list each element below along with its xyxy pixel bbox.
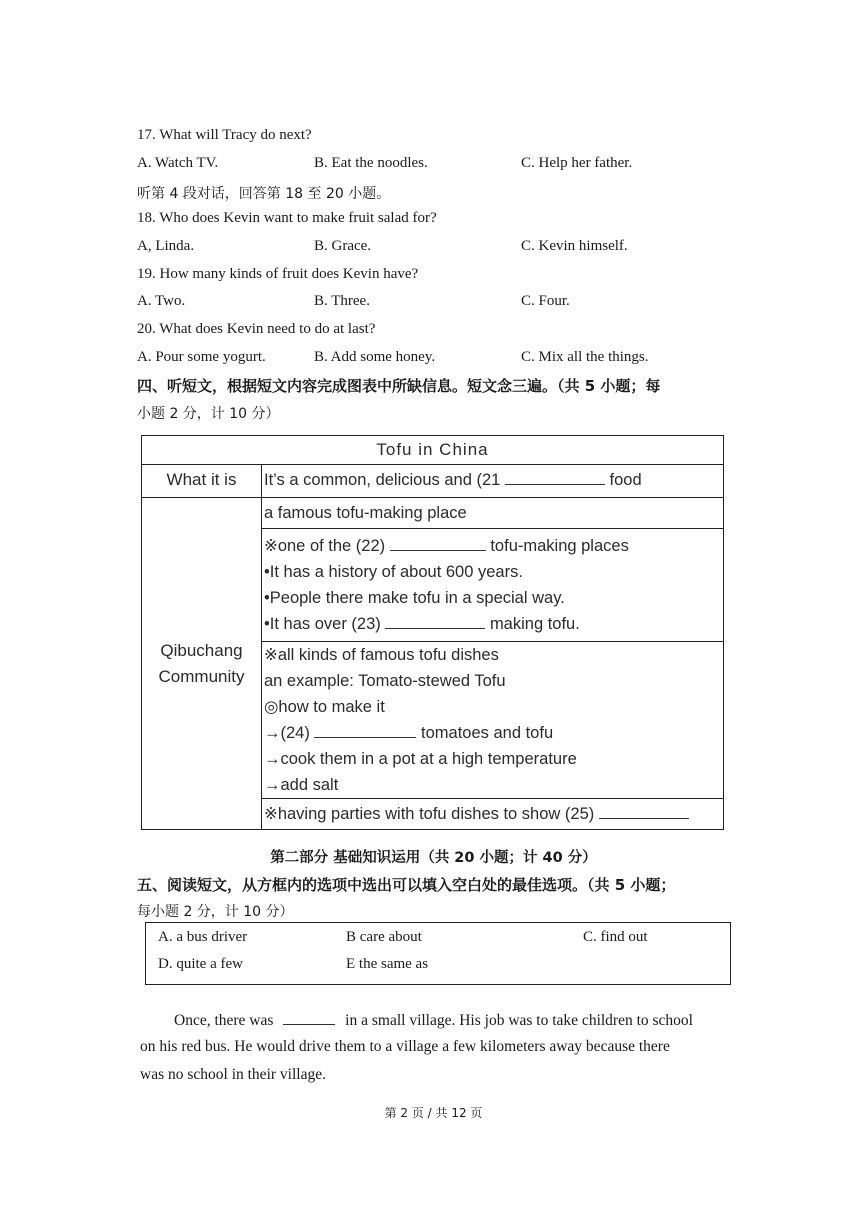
part-2-title: 第二部分 基础知识运用（共 20 小题；计 40 分） — [270, 850, 597, 866]
q17-option-b: B. Eat the noodles. — [314, 155, 428, 171]
options-box — [145, 922, 731, 985]
passage-line-3: was no school in their village. — [140, 1066, 326, 1083]
blank-23 — [385, 614, 485, 629]
section-4-title: 四、听短文，根据短文内容完成图表中所缺信息。短文念三遍。（共 5 小题；每 — [137, 377, 661, 395]
block2-line5: →cook them in a pot at a high temperature — [264, 750, 577, 768]
table-row-divider — [142, 497, 723, 498]
block1-line2: •It has a history of about 600 years. — [264, 563, 523, 581]
section-4-subtitle: 小题 2 分，计 10 分） — [137, 406, 280, 422]
block3-line1 — [264, 801, 689, 827]
block1-line4 — [264, 611, 580, 637]
block2-line6: →add salt — [264, 776, 339, 794]
passage-line-2: on his red bus. He would drive them to a village a few kilometers away because there — [140, 1038, 670, 1055]
q20-option-b: B. Add some honey. — [314, 349, 436, 365]
instruction-dialogue-4: 听第 4 段对话，回答第 18 至 20 小题。 — [137, 186, 391, 202]
cell-divider — [262, 798, 724, 799]
tofu-table — [141, 435, 724, 830]
passage-l1-post: in a small village. His job was to take children to school — [345, 1012, 693, 1029]
block2-line4 — [264, 720, 553, 746]
block2-line1: ※all kinds of famous tofu dishes — [264, 646, 499, 664]
option-c: C. find out — [583, 929, 648, 945]
b1-l1-post: tofu-making places — [490, 537, 629, 555]
q19-option-b: B. Three. — [314, 293, 370, 309]
option-a: A. a bus driver — [158, 929, 248, 945]
section-5-title: 五、阅读短文，从方框内的选项中选出可以填入空白处的最佳选项。（共 5 小题； — [137, 876, 676, 894]
question-18: 18. Who does Kevin want to make fruit salad for? — [137, 210, 437, 226]
passage-line-1 — [174, 1010, 693, 1030]
block1-line3: •People there make tofu in a special way. — [264, 589, 565, 607]
row-label-community: Community — [158, 667, 245, 686]
q18-option-c: C. Kevin himself. — [521, 238, 628, 254]
q18-option-b: B. Grace. — [314, 238, 372, 254]
blank-21 — [505, 470, 605, 485]
cell-divider — [262, 528, 724, 529]
passage-l1-pre: Once, there was — [174, 1012, 274, 1029]
q20-option-a: A. Pour some yogurt. — [137, 349, 266, 365]
cell-famous-place: a famous tofu-making place — [264, 504, 467, 522]
option-b: B care about — [346, 929, 422, 945]
b1-l4-pre: •It has over (23) — [264, 615, 381, 633]
option-e: E the same as — [346, 956, 429, 972]
option-d: D. quite a few — [158, 956, 243, 972]
row-what-it-is-cell — [264, 467, 642, 493]
row-label-qibuchang: Qibuchang — [160, 641, 243, 660]
q20-option-c: C. Mix all the things. — [521, 349, 649, 365]
block2-line3: ◎how to make it — [264, 698, 385, 716]
question-19: 19. How many kinds of fruit does Kevin have? — [137, 266, 419, 282]
b1-l1-pre: ※one of the (22) — [264, 537, 386, 555]
page-footer: 第 2 页 / 共 12 页 — [384, 1106, 483, 1120]
row1-text-post: food — [609, 471, 642, 489]
blank-22 — [390, 536, 486, 551]
table-divider — [261, 464, 262, 830]
block1-line1 — [264, 533, 629, 559]
b2-l4-post: tomatoes and tofu — [421, 724, 554, 742]
block2-line2: an example: Tomato-stewed Tofu — [264, 672, 506, 690]
blank-24 — [314, 723, 416, 738]
question-17: 17. What will Tracy do next? — [137, 127, 312, 143]
q19-option-a: A. Two. — [137, 293, 186, 309]
b2-l4-pre: →(24) — [264, 724, 310, 742]
q17-option-c: C. Help her father. — [521, 155, 633, 171]
row-label-what-it-is: What it is — [166, 470, 237, 489]
b1-l4-post: making tofu. — [489, 615, 580, 633]
blank-25 — [599, 804, 689, 819]
row1-text-pre: It’s a common, delicious and (21 — [264, 471, 501, 489]
section-5-subtitle: 每小题 2 分，计 10 分） — [137, 904, 294, 920]
question-20: 20. What does Kevin need to do at last? — [137, 321, 376, 337]
passage-blank — [283, 1010, 335, 1025]
b3-l1-pre: ※having parties with tofu dishes to show (25) — [264, 805, 595, 823]
q18-option-a: A, Linda. — [137, 238, 195, 254]
q19-option-c: C. Four. — [521, 293, 570, 309]
q17-option-a: A. Watch TV. — [137, 155, 219, 171]
table-title: Tofu in China — [142, 436, 723, 465]
